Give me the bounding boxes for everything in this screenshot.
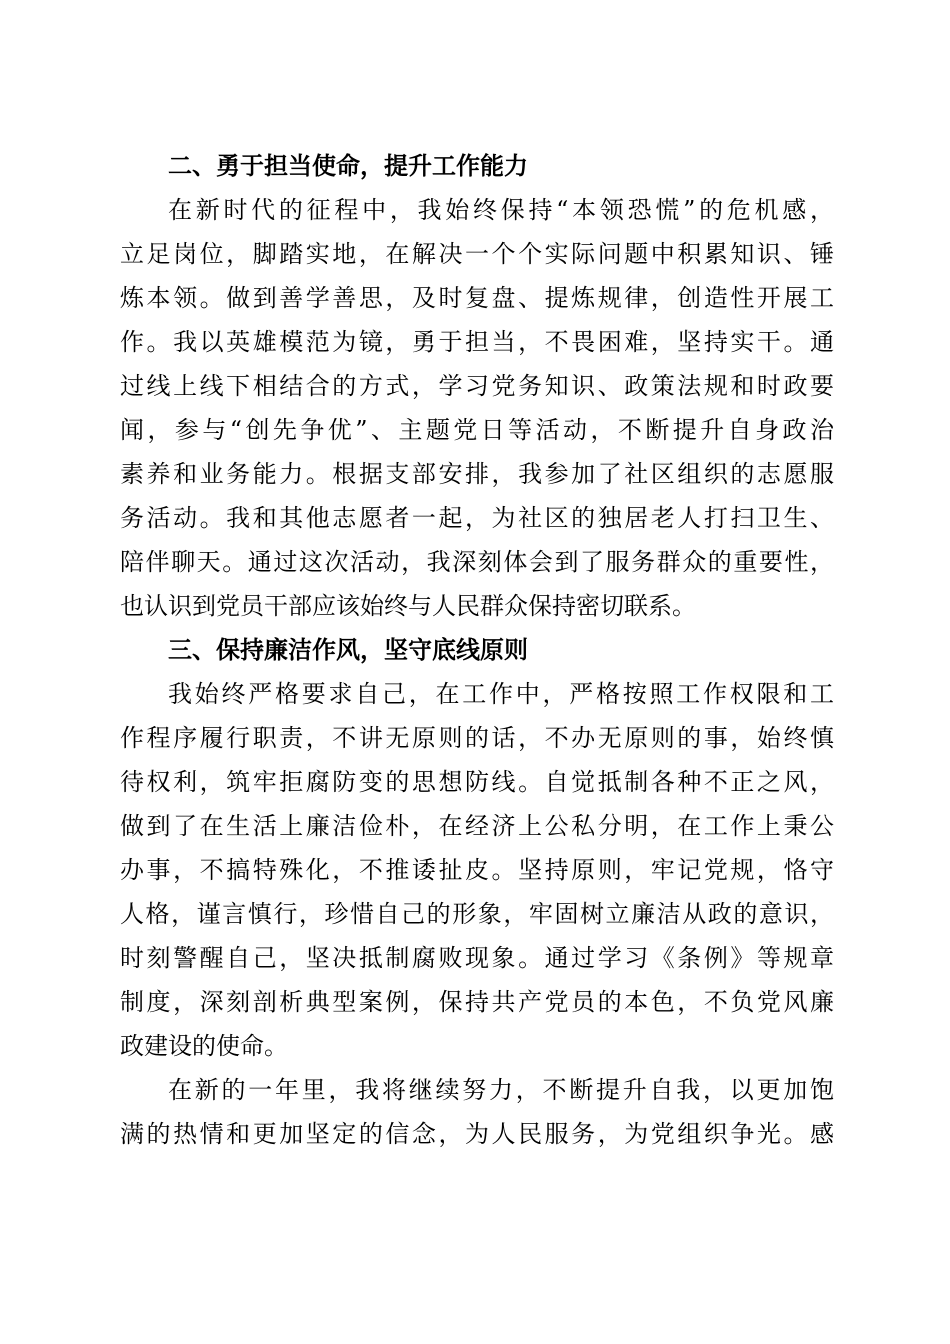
section-3-paragraph	[120, 672, 834, 1068]
text-line: 立足岗位，脚踏实地，在解决一个个实际问题中积累知识、锤	[120, 240, 834, 268]
section-2-heading: 二、勇于担当使命，提升工作能力	[168, 152, 528, 180]
text-line: 也认识到党员干部应该始终与人民群众保持密切联系。	[120, 592, 696, 620]
document-body	[120, 144, 834, 1156]
section-3-heading: 三、保持廉洁作风，坚守底线原则	[168, 636, 528, 664]
text-line: 素养和业务能力。根据支部安排，我参加了社区组织的志愿服	[120, 460, 834, 488]
text-line: 办事，不搞特殊化，不推诿扯皮。坚持原则，牢记党规，恪守	[120, 856, 834, 884]
text-line: 过线上线下相结合的方式，学习党务知识、政策法规和时政要	[120, 372, 834, 400]
text-line: 满的热情和更加坚定的信念，为人民服务，为党组织争光。感	[120, 1120, 834, 1148]
text-line: 我始终严格要求自己，在工作中，严格按照工作权限和工	[168, 680, 834, 708]
text-line: 在新时代的征程中，我始终保持“本领恐慌”的危机感，	[168, 196, 834, 224]
text-line: 在新的一年里，我将继续努力，不断提升自我，以更加饱	[168, 1076, 834, 1104]
text-line: 人格，谨言慎行，珍惜自己的形象，牢固树立廉洁从政的意识，	[120, 900, 834, 928]
text-line: 时刻警醒自己，坚决抵制腐败现象。通过学习《条例》等规章	[120, 944, 834, 972]
text-line: 闻，参与“创先争优”、主题党日等活动，不断提升自身政治	[120, 416, 834, 444]
text-line: 制度，深刻剖析典型案例，保持共产党员的本色，不负党风廉	[120, 988, 834, 1016]
text-line: 待权利，筑牢拒腐防变的思想防线。自觉抵制各种不正之风，	[120, 768, 834, 796]
section-2-paragraph	[120, 188, 834, 628]
text-line: 务活动。我和其他志愿者一起，为社区的独居老人打扫卫生、	[120, 504, 834, 532]
text-line: 做到了在生活上廉洁俭朴，在经济上公私分明，在工作上秉公	[120, 812, 834, 840]
closing-paragraph	[120, 1068, 834, 1156]
text-line: 陪伴聊天。通过这次活动，我深刻体会到了服务群众的重要性，	[120, 548, 834, 576]
text-line: 作程序履行职责，不讲无原则的话，不办无原则的事，始终慎	[120, 724, 834, 752]
text-line: 政建设的使命。	[120, 1032, 288, 1060]
text-line: 作。我以英雄模范为镜，勇于担当，不畏困难，坚持实干。通	[120, 328, 834, 356]
text-line: 炼本领。做到善学善思，及时复盘、提炼规律，创造性开展工	[120, 284, 834, 312]
